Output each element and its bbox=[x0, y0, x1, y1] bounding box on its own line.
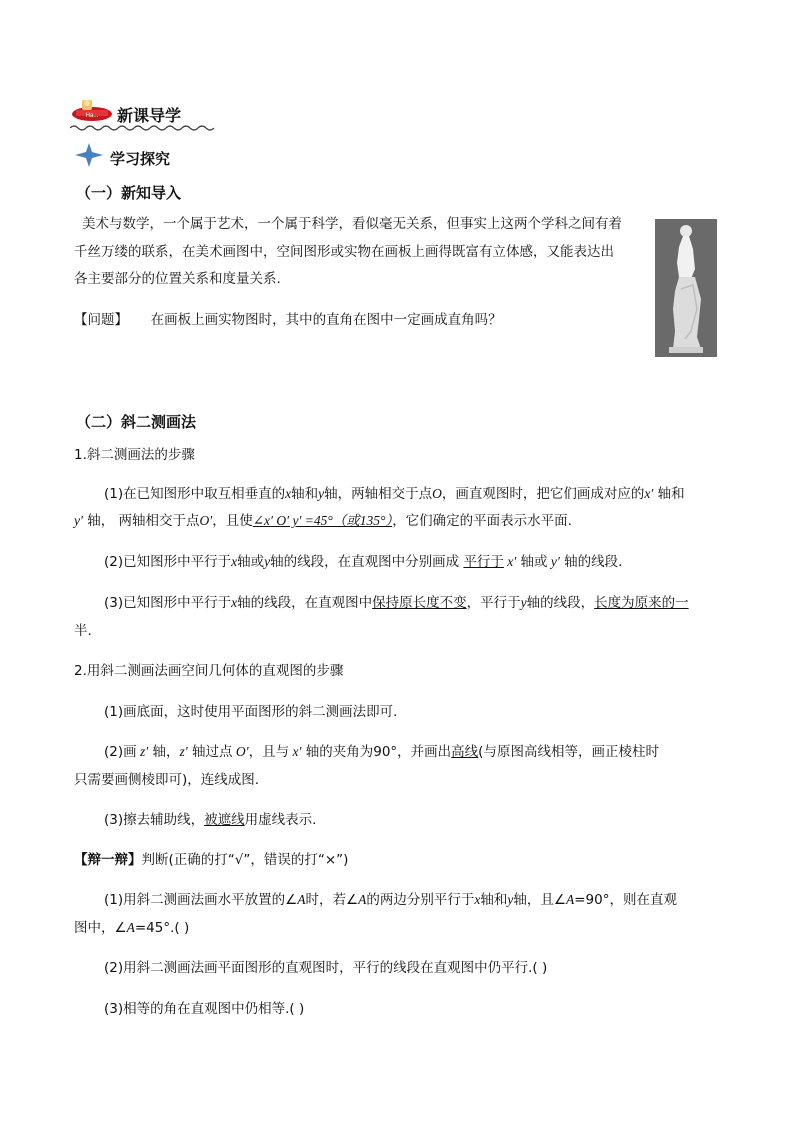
step2-item2-line2: 只需要画侧棱即可)，连线成图. bbox=[74, 772, 260, 788]
question-label: 【问题】 bbox=[74, 312, 128, 328]
debate-q1-line2: 图中，∠A=45°.( ) bbox=[74, 920, 190, 936]
subsection-title: 学习探究 bbox=[110, 150, 171, 168]
part2-heading: （二）斜二测画法 bbox=[76, 413, 197, 431]
debate-q1-line1: (1)用斜二测画法画水平放置的∠A时，若∠A的两边分别平行于x轴和y轴，且∠A=90°，则在直观 bbox=[104, 892, 677, 908]
intro-line-2: 千丝万缕的联系，在美术画图中，空间图形或实物在画板上画得既富有立体感，又能表达出 bbox=[74, 244, 614, 260]
debate-label: 【辩一辩】 bbox=[74, 852, 142, 868]
question-text: 在画板上画实物图时，其中的直角在图中一定画成直角吗？ bbox=[150, 312, 502, 328]
debate-instruction: 判断(正确的打“√”，错误的打“×”) bbox=[141, 852, 349, 868]
question bbox=[74, 311, 502, 329]
wavy-underline bbox=[70, 124, 216, 132]
statue-icon bbox=[655, 219, 717, 357]
debate-intro bbox=[74, 851, 348, 869]
section-logo bbox=[70, 98, 114, 124]
star-icon bbox=[74, 142, 104, 168]
venus-statue-photo bbox=[655, 219, 717, 357]
step2-item2-line1: (2)画 z′ 轴，z′ 轴过点 O′，且与 x′ 轴的夹角为90°，并画出高线(与原图高线相等，画正棱柱时 bbox=[104, 744, 659, 760]
step2-title: 2.用斜二测画法画空间几何体的直观图的步骤 bbox=[74, 663, 344, 679]
intro-line-3: 各主要部分的位置关系和度量关系. bbox=[74, 271, 281, 287]
part1-heading: （一）新知导入 bbox=[76, 184, 182, 202]
book-logo-icon bbox=[70, 98, 114, 124]
step1-item1-line1: (1)在已知图形中取互相垂直的x轴和y轴，两轴相交于点O，画直观图时，把它们画成对应的x′ 轴和 bbox=[104, 486, 685, 502]
intro-line-1: 美术与数学，一个属于艺术，一个属于科学，看似毫无关系，但事实上这两个学科之间有着 bbox=[82, 216, 622, 232]
step1-item1-line2: y′ 轴， 两轴相交于点O′，且使∠x′ O′ y′ =45°（或135°），它们确定的平面表示水平面. bbox=[74, 513, 572, 529]
step2-item1: (1)画底面，这时使用平面图形的斜二测画法即可. bbox=[104, 704, 398, 720]
step1-item3-line2: 半. bbox=[74, 623, 92, 639]
step2-item3: (3)擦去辅助线，被遮线用虚线表示. bbox=[104, 812, 317, 828]
logo-label: Ha... bbox=[85, 113, 99, 119]
debate-q2: (2)用斜二测画法画平面图形的直观图时，平行的线段在直观图中仍平行.( ) bbox=[104, 960, 548, 976]
debate-q3: (3)相等的角在直观图中仍相等.( ) bbox=[104, 1001, 305, 1017]
step1-title: 1.斜二测画法的步骤 bbox=[74, 447, 195, 463]
step1-item2: (2)已知图形中平行于x轴或y轴的线段，在直观图中分别画成 平行于 x′ 轴或 y′ 轴的线段. bbox=[104, 554, 623, 570]
step1-item3-line1: (3)已知图形中平行于x轴的线段，在直观图中保持原长度不变，平行于y轴的线段，长度为原来的一 bbox=[104, 595, 689, 611]
section-title: 新课导学 bbox=[117, 106, 182, 125]
